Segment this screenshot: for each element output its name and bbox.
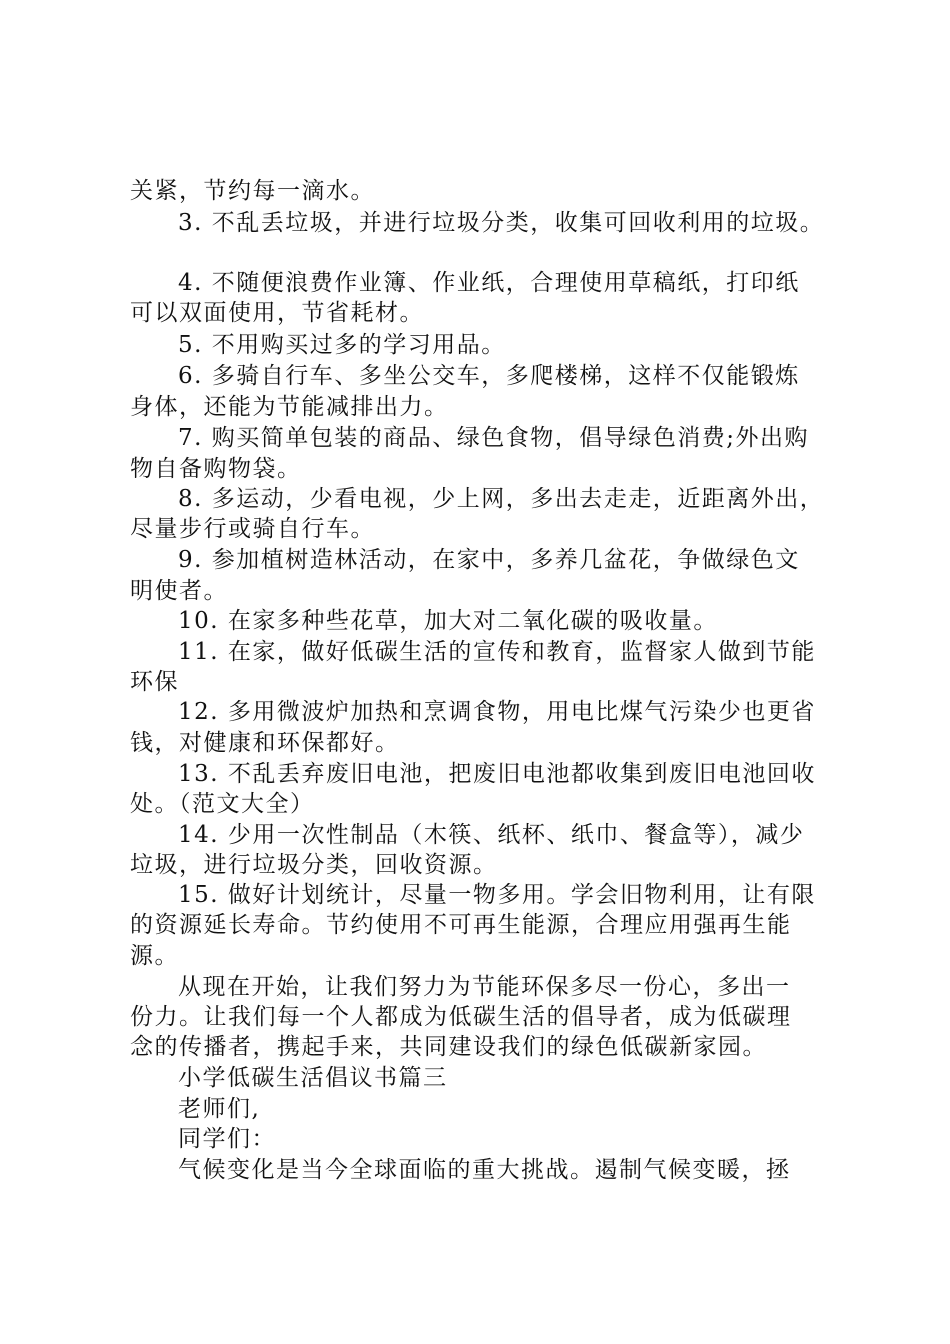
list-item-11: 11. 在家，做好低碳生活的宣传和教育，监督家人做到节能 [178, 639, 816, 665]
list-item-8-continued: 尽量步行或骑自行车。 [130, 516, 375, 542]
list-item-12: 12. 多用微波炉加热和烹调食物，用电比煤气污染少也更省 [178, 699, 816, 725]
list-item-4-continued: 可以双面使用，节省耗材。 [130, 300, 424, 326]
list-item-7: 7. 购买简单包装的商品、绿色食物，倡导绿色消费;外出购 [178, 425, 810, 451]
list-item-14: 14. 少用一次性制品（木筷、纸杯、纸巾、餐盒等），减少 [178, 822, 805, 848]
list-item-6: 6. 多骑自行车、多坐公交车，多爬楼梯，这样不仅能锻炼 [178, 363, 800, 389]
list-item-15: 15. 做好计划统计，尽量一物多用。学会旧物利用，让有限 [178, 882, 816, 908]
list-item-15-continued-2: 源。 [130, 943, 179, 969]
body-paragraph-line-1: 气候变化是当今全球面临的重大挑战。遏制气候变暖，拯 [178, 1157, 791, 1183]
text-line-1: 关紧，节约每一滴水。 [130, 178, 375, 204]
list-item-9-continued: 明使者。 [130, 578, 228, 604]
list-item-7-continued: 物自备购物袋。 [130, 456, 302, 482]
closing-paragraph-line-2: 份力。让我们每一个人都成为低碳生活的倡导者，成为低碳理 [130, 1004, 792, 1030]
closing-paragraph-line-3: 念的传播者，携起手来，共同建设我们的绿色低碳新家园。 [130, 1034, 767, 1060]
list-item-9: 9. 参加植树造林活动，在家中，多养几盆花，争做绿色文 [178, 547, 800, 573]
salutation-teachers: 老师们, [178, 1096, 261, 1122]
list-item-8: 8. 多运动，少看电视，少上网，多出去走走，近距离外出， [178, 486, 825, 512]
closing-paragraph-line-1: 从现在开始，让我们努力为节能环保多尽一份心，多出一 [178, 974, 791, 1000]
list-item-4: 4. 不随便浪费作业簿、作业纸，合理使用草稿纸，打印纸 [178, 270, 800, 296]
list-item-3: 3. 不乱丢垃圾，并进行垃圾分类，收集可回收利用的垃圾。 [178, 210, 825, 236]
list-item-6-continued: 身体，还能为节能减排出力。 [130, 394, 449, 420]
list-item-11-continued: 环保 [130, 669, 179, 695]
list-item-13: 13. 不乱丢弃废旧电池，把废旧电池都收集到废旧电池回收 [178, 761, 816, 787]
list-item-10: 10. 在家多种些花草，加大对二氧化碳的吸收量。 [178, 608, 718, 634]
section-heading: 小学低碳生活倡议书篇三 [178, 1065, 448, 1091]
list-item-14-continued: 垃圾，进行垃圾分类，回收资源。 [130, 852, 498, 878]
list-item-13-continued: 处。（范文大全） [130, 791, 315, 817]
salutation-students: 同学们： [178, 1126, 276, 1152]
list-item-5: 5. 不用购买过多的学习用品。 [178, 332, 506, 358]
list-item-12-continued: 钱，对健康和环保都好。 [130, 730, 400, 756]
list-item-15-continued-1: 的资源延长寿命。节约使用不可再生能源，合理应用强再生能 [130, 912, 792, 938]
